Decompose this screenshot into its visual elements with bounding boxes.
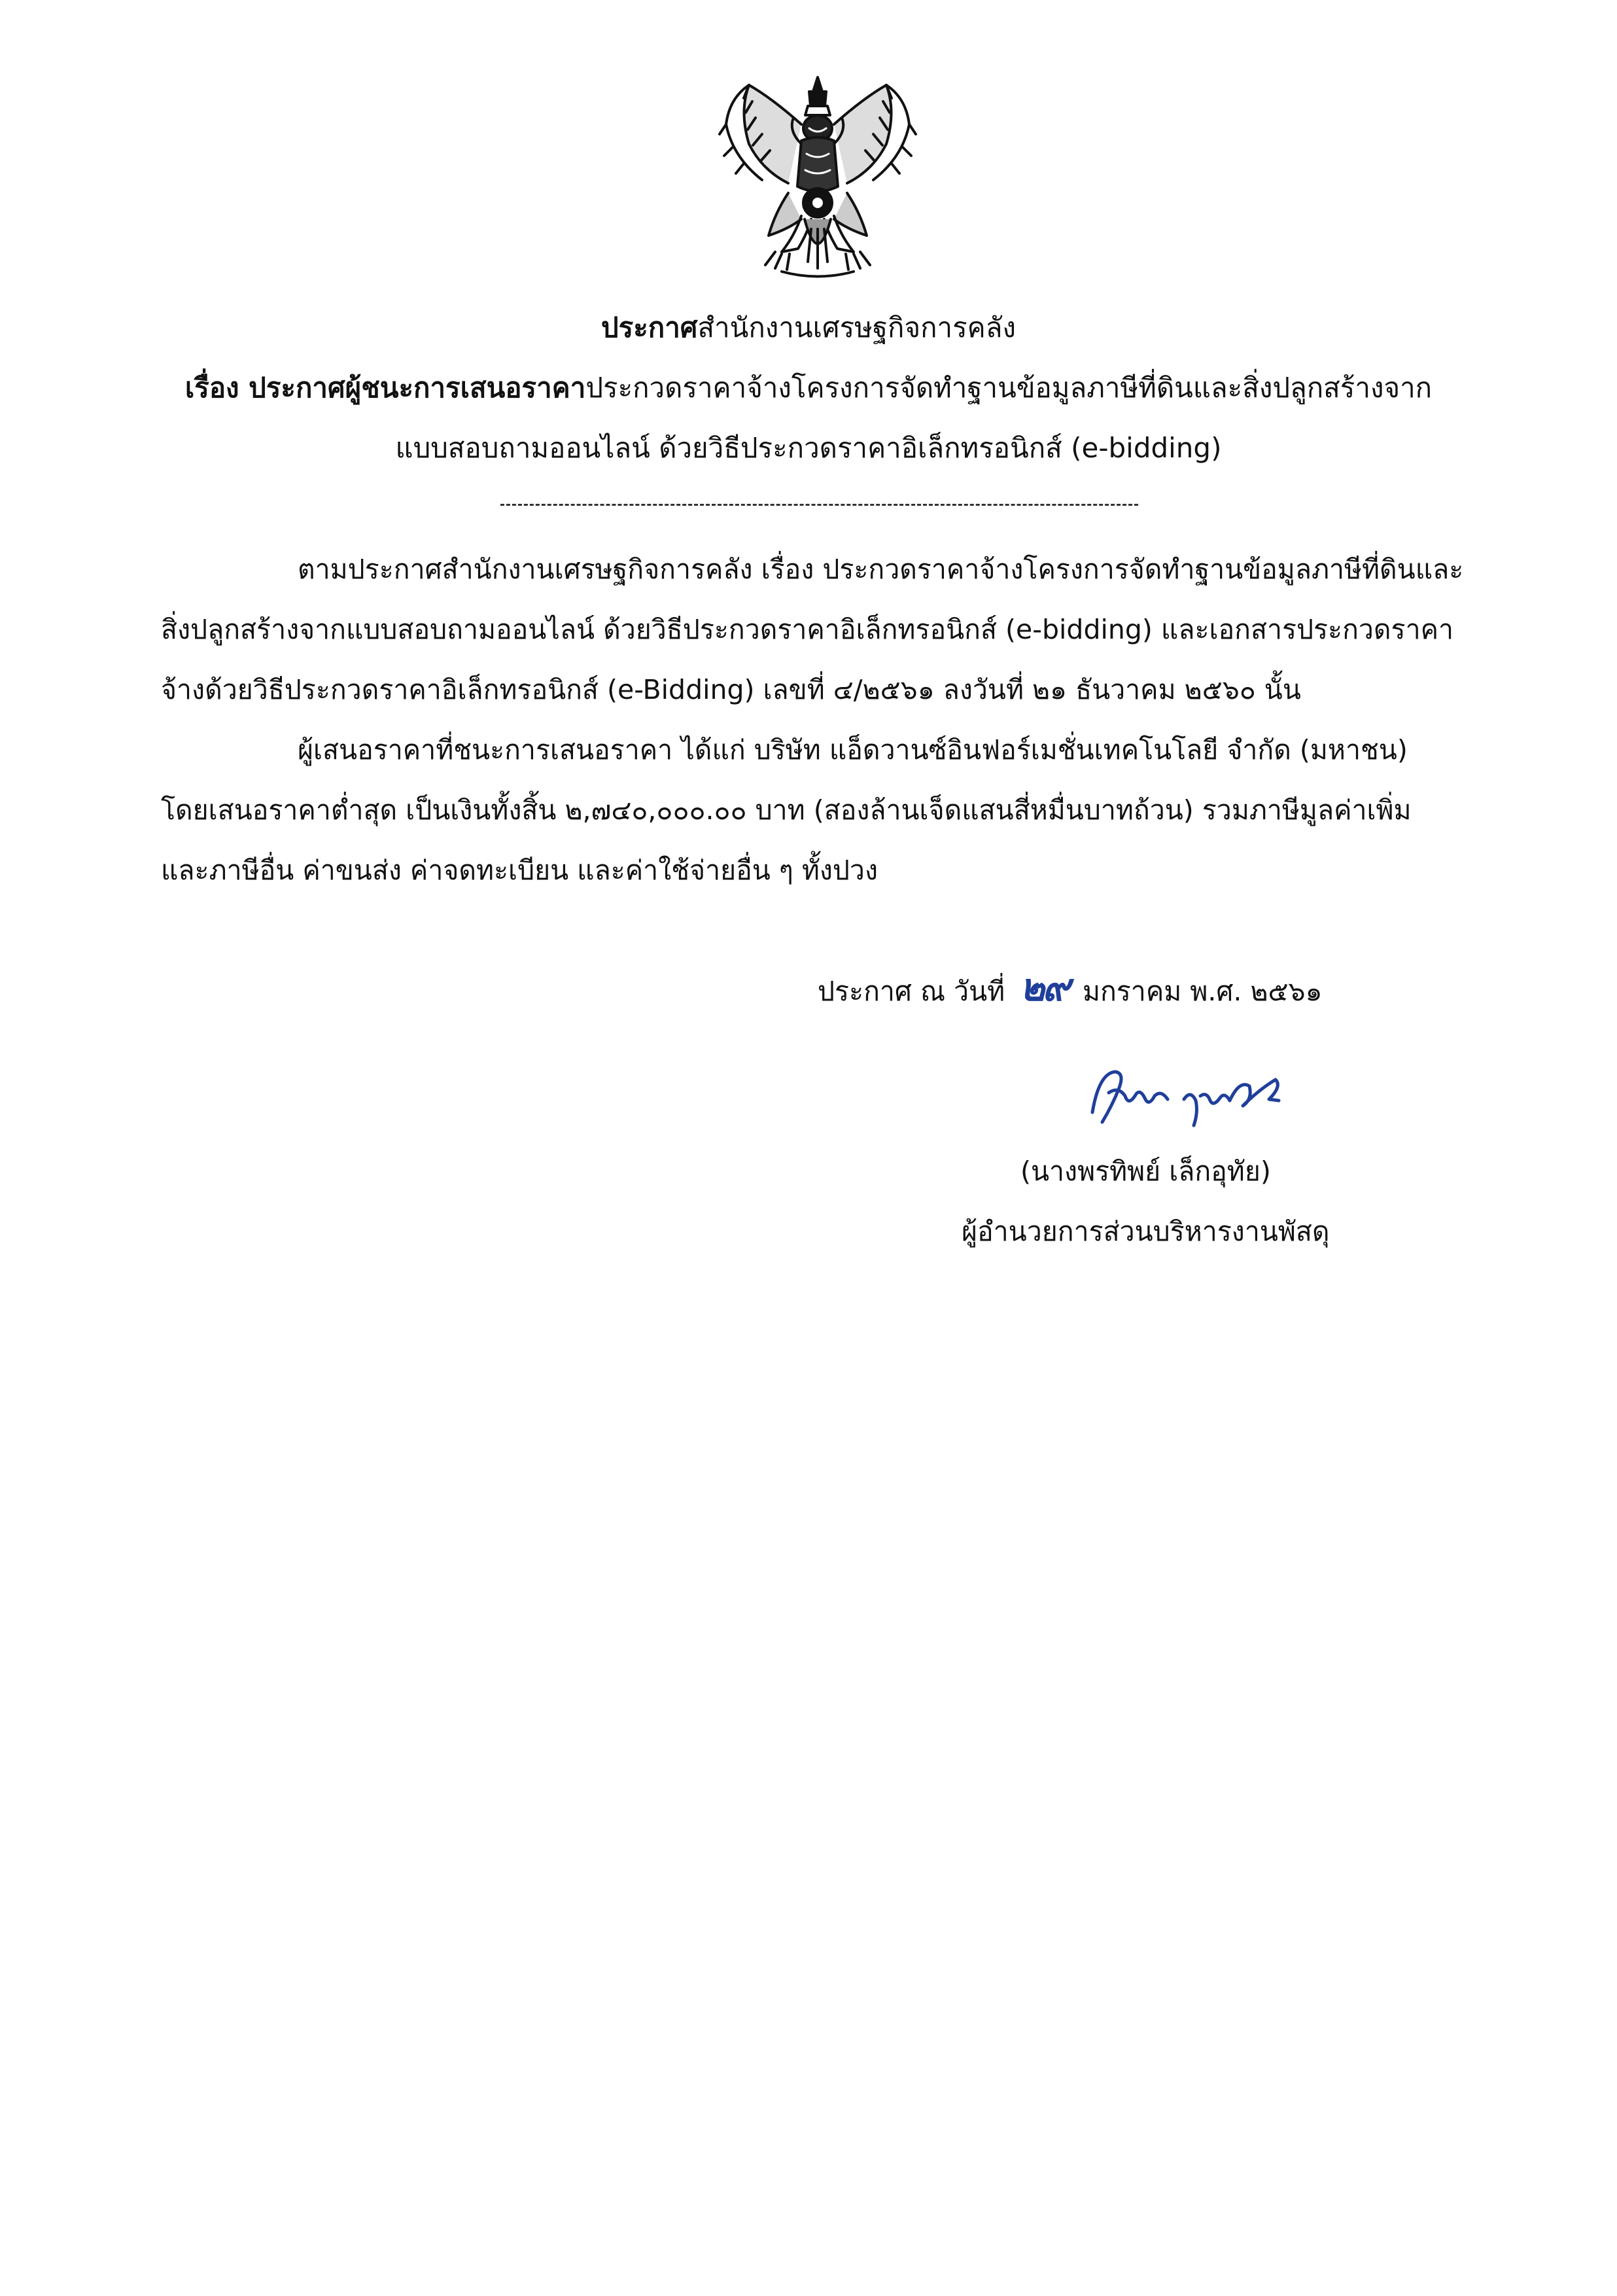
paragraph-1-line-1: ตามประกาศสำนักงานเศรษฐกิจการคลัง เรื่อง ประกวดราคาจ้างโครงการจัดทำฐานข้อมูลภาษีที่ดินและ	[298, 554, 1464, 585]
paragraph-1-line-2: สิ่งปลูกสร้างจากแบบสอบถามออนไลน์ ด้วยวิธีประกวดราคาอิเล็กทรอนิกส์ (e-bidding) และเอกสารประกวดราคา	[161, 614, 1454, 645]
issuer-name: สำนักงานเศรษฐกิจการคลัง	[697, 311, 1016, 344]
date-prefix: ประกาศ ณ วันที่	[818, 976, 1005, 1007]
issuer-prefix: ประกาศ	[600, 311, 698, 344]
announcement-title	[98, 311, 1519, 344]
signer-position: ผู้อำนวยการส่วนบริหารงานพัสดุ	[962, 1216, 1330, 1247]
title-divider	[500, 504, 1138, 506]
subject-line-2	[98, 434, 1519, 462]
paragraph-1-line-3: จ้างด้วยวิธีประกวดราคาอิเล็กทรอนิกส์ (e-Bidding) เลขที่ ๔/๒๕๖๑ ลงวันที่ ๒๑ ธันวาคม ๒๕๖๐ นั้น	[161, 674, 1301, 705]
subject-text-2: แบบสอบถามออนไลน์ ด้วยวิธีประกวดราคาอิเล็กทรอนิกส์ (e-bidding)	[395, 432, 1222, 464]
paragraph-2-line-2: โดยเสนอราคาต่ำสุด เป็นเงินทั้งสิ้น ๒,๗๔๐,๐๐๐.๐๐ บาท (สองล้านเจ็ดแสนสี่หมื่นบาทถ้วน) รวมภาษีมูลค่าเพิ่ม	[161, 794, 1412, 826]
garuda-emblem-icon	[710, 72, 926, 288]
subject-label: เรื่อง ประกาศผู้ชนะการเสนอราคา	[184, 372, 586, 404]
paragraph-2-line-3: และภาษีอื่น ค่าขนส่ง ค่าจดทะเบียน และค่าใช้จ่ายอื่น ๆ ทั้งปวง	[161, 855, 878, 886]
handwritten-day: ๒๙	[1020, 965, 1068, 1010]
signer-name: (นางพรทิพย์ เล็กอุทัย)	[1020, 1156, 1271, 1187]
handwritten-signature-icon	[1079, 1060, 1295, 1132]
announcement-date	[818, 965, 1323, 1010]
date-month-year: มกราคม พ.ศ. ๒๕๖๑	[1082, 976, 1323, 1007]
subject-line-1	[98, 374, 1519, 402]
paragraph-2-line-1: ผู้เสนอราคาที่ชนะการเสนอราคา ได้แก่ บริษัท แอ็ดวานซ์อินฟอร์เมชั่นเทคโนโลยี จำกัด (มหาชน)	[298, 734, 1408, 766]
subject-text-1: ประกวดราคาจ้างโครงการจัดทำฐานข้อมูลภาษีที่ดินและสิ่งปลูกสร้างจาก	[585, 372, 1433, 404]
